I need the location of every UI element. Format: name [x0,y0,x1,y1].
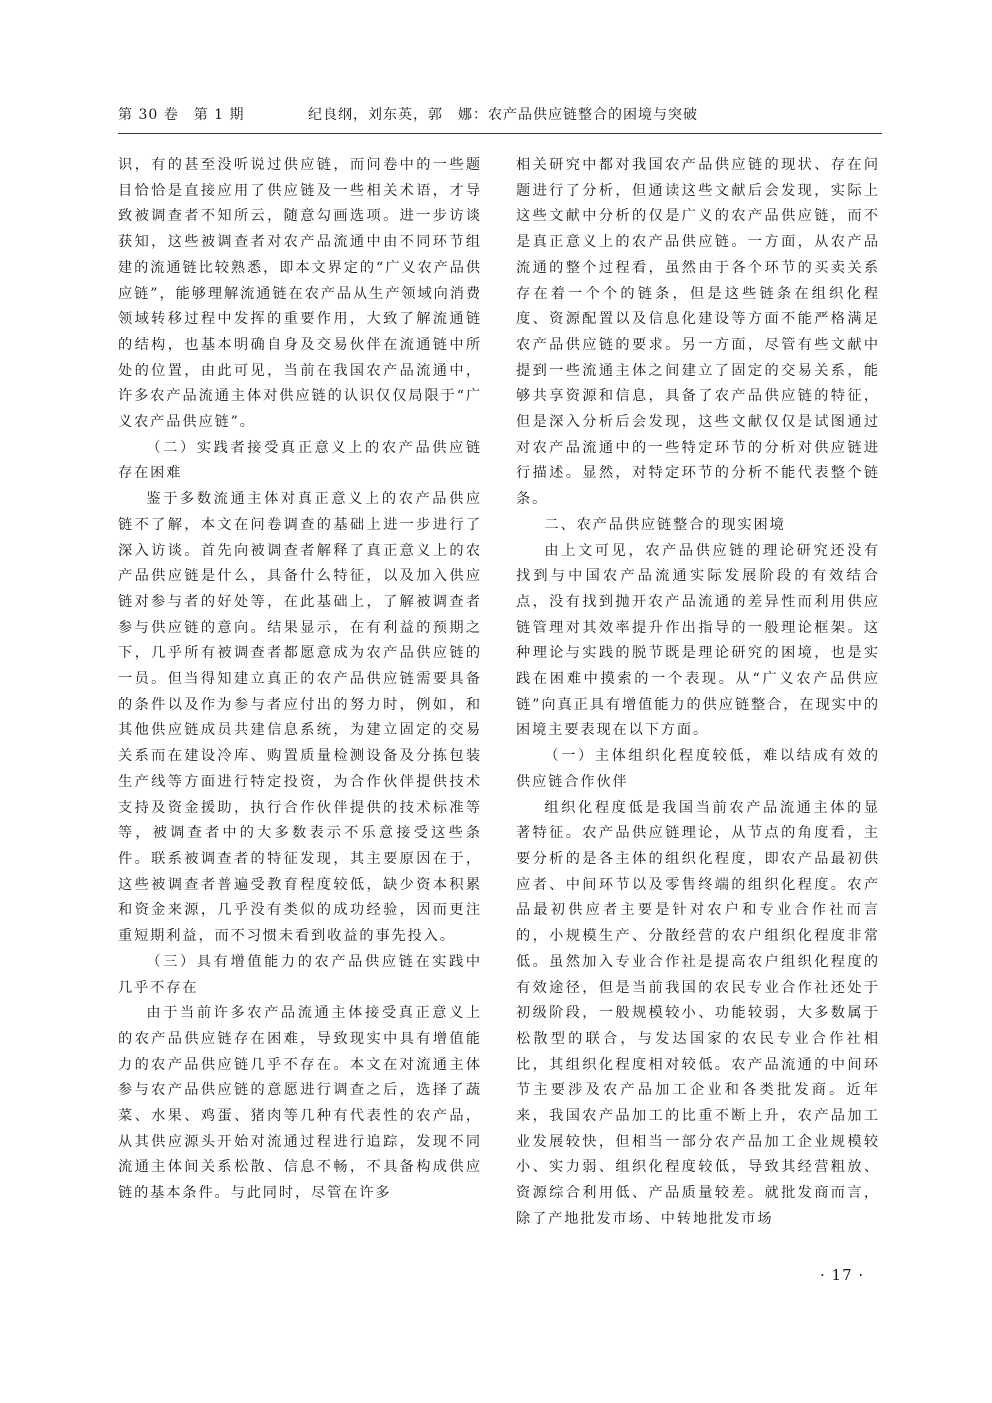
header-rule [118,133,882,134]
paragraph: 由于当前许多农产品流通主体接受真正意义上的农产品供应链存在困难，导致现实中具有增值能力的农产品供应链几乎不存在。本文在对流通主体参与农产品供应链的意愿进行调查之后，选择了蔬菜、水果、鸡蛋、猪肉等几种有代表性的农产品，从其供应源头开始对流通过程进行追踪，发现不同流通主体间关系松散、信息不畅，不具备构成供应链的基本条件。与此同时，尽管在许多 [118,1005,482,1202]
page-number: · 17 · [820,1266,865,1284]
paragraph: 识，有的甚至没听说过供应链，而问卷中的一些题目恰恰是直接应用了供应链及一些相关术语，才导致被调查者不知所云，随意勾画选项。进一步访谈获知，这些被调查者对农产品流通中由不同环节组建的流通链比较熟悉，即本文界定的“广义农产品供应链”，能够理解流通链在农产品从生产领域向消费领域转移过程中发挥的重要作用，大致了解流通链的结构，也基本明确自身及交易伙伴在流通链中所处的位置，由此可见，当前在我国农产品流通中，许多农产品流通主体对供应链的认识仅仅局限于“广义农产品供应链”。 [118,157,482,431]
right-column [516,153,880,1233]
section-heading: 二、农产品供应链整合的现实困境 [544,516,786,533]
section-heading: （二）实践者接受真正意义上的农产品供应链存在困难 [118,439,482,482]
running-header [118,104,882,128]
journal-issue: 第 30 卷 第 1 期 [118,107,245,123]
paragraph: 组织化程度低是我国当前农产品流通主体的显著特征。农产品供应链理论，从节点的角度看，主要分析的是各主体的组织化程度，即农产品最初供应者、中间环节以及零售终端的组织化程度。农产品最初供应者主要是针对农户和专业合作社而言的，小规模生产、分散经营的农户组织化程度非常低。虽然加入专业合作社是提高农户组织化程度的有效途径，但是当前我国的农民专业合作社还处于初级阶段，一般规模较小、功能较弱，大多数属于松散型的联合，与发达国家的农民专业合作社相比，其组织化程度相对较低。农产品流通的中间环节主要涉及农产品加工企业和各类批发商。近年来，我国农产品加工的比重不断上升，农产品加工业发展较快，但相当一部分农产品加工企业规模较小、实力弱、组织化程度较低，导致其经营粗放、资源综合利用低、产品质量较差。就批发商而言，除了产地批发市场、中转地批发市场 [516,799,880,1227]
section-heading: （一）主体组织化程度较低，难以结成有效的供应链合作伙伴 [516,748,880,790]
left-column [118,153,482,1207]
running-title: 纪良纲，刘东英，郭 娜：农产品供应链整合的困境与突破 [308,107,698,123]
paragraph: 相关研究中都对我国农产品供应链的现状、存在问题进行了分析，但通读这些文献后会发现，实际上这些文献中分析的仅是广义的农产品供应链，而不是真正意义上的农产品供应链。一方面，从农产品流通的整个过程看，虽然由于各个环节的买卖关系存在着一个个的链条，但是这些链条在组织化程度、资源配置以及信息化建设等方面不能严格满足农产品供应链的要求。另一方面，尽管有些文献中提到一些流通主体之间建立了固定的交易关系，能够共享资源和信息，具备了农产品供应链的特征，但是深入分析后会发现，这些文献仅仅是试图通过对农产品流通中的一些特定环节的分析对供应链进行描述。显然，对特定环节的分析不能代表整个链条。 [516,157,880,508]
section-heading: （三）具有增值能力的农产品供应链在实践中几乎不存在 [118,953,482,996]
paragraph: 由上文可见，农产品供应链的理论研究还没有找到与中国农产品流通实际发展阶段的有效结合点，没有找到抛开农产品流通的差异性而利用供应链管理对其效率提升作出指导的一般理论框架。这种理论与实践的脱节既是理论研究的困境，也是实践在困难中摸索的一个表现。从“广义农产品供应链”向真正具有增值能力的供应链整合，在现实中的困境主要表现在以下方面。 [516,542,880,739]
paragraph: 鉴于多数流通主体对真正意义上的农产品供应链不了解，本文在问卷调查的基础上进一步进行了深入访谈。首先向被调查者解释了真正意义上的农产品供应链是什么，具备什么特征，以及加入供应链对参与者的好处等，在此基础上，了解被调查者参与供应链的意向。结果显示，在有利益的预期之下，几乎所有被调查者都愿意成为农产品供应链的一员。但当得知建立真正的农产品供应链需要具备的条件以及作为参与者应付出的努力时，例如，和其他供应链成员共建信息系统，为建立固定的交易关系而在建设冷库、购置质量检测设备及分拣包装生产线等方面进行特定投资，为合作伙伴提供技术支持及资金援助，执行合作伙伴提供的技术标准等等，被调查者中的大多数表示不乐意接受这些条件。联系被调查者的特征发现，其主要原因在于，这些被调查者普遍受教育程度较低，缺少资本积累和资金来源，几乎没有类似的成功经验，因而更注重短期利益，而不习惯未看到收益的事先投入。 [118,491,482,945]
